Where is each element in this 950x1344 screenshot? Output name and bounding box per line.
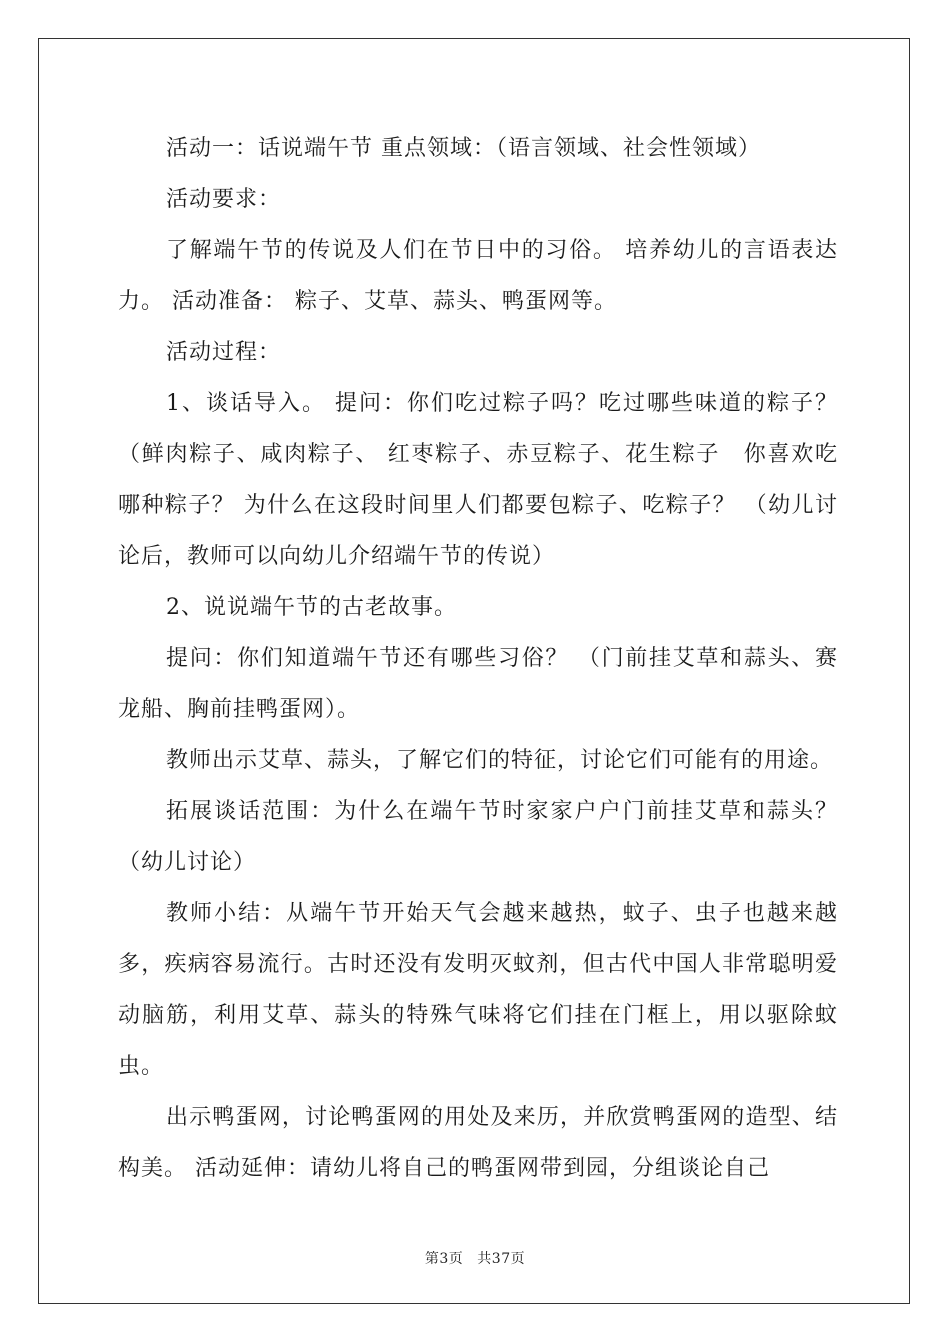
- paragraph: 活动过程：: [166, 340, 282, 365]
- paragraph: 提问：你们知道端午节还有哪些习俗？ （门前挂艾草和蒜头、赛龙船、胸前挂鸭蛋网）。: [118, 646, 838, 722]
- page-footer: [0, 1248, 950, 1268]
- paragraph: 1、谈话导入。 提问：你们吃过粽子吗？吃过哪些味道的粽子？（鲜肉粽子、咸肉粽子、 红枣粽子、赤豆粽子、花生粽子 你喜欢吃哪种粽子？ 为什么在这段时间里人们都要包粽子、吃粽子？ （幼儿讨论后，教师可以向幼儿介绍端午节的传说）: [118, 391, 838, 569]
- page-total: 共37页: [477, 1251, 526, 1267]
- page-number: 第3页: [424, 1251, 464, 1267]
- document-body: [118, 123, 838, 1194]
- paragraph: 出示鸭蛋网，讨论鸭蛋网的用处及来历，并欣赏鸭蛋网的造型、结构美。 活动延伸：请幼儿将自己的鸭蛋网带到园，分组谈论自己: [118, 1105, 838, 1181]
- paragraph: 教师小结：从端午节开始天气会越来越热，蚊子、虫子也越来越多，疾病容易流行。古时还没有发明灭蚊剂，但古代中国人非常聪明爱动脑筋，利用艾草、蒜头的特殊气味将它们挂在门框上，用以驱除蚊虫。: [118, 901, 838, 1079]
- paragraph: 活动一：话说端午节 重点领域：（语言领域、社会性领域）: [166, 136, 761, 161]
- paragraph: 2、说说端午节的古老故事。: [166, 595, 457, 620]
- paragraph: 活动要求：: [166, 187, 282, 212]
- paragraph: 了解端午节的传说及人们在节日中的习俗。 培养幼儿的言语表达力。 活动准备： 粽子、艾草、蒜头、鸭蛋网等。: [118, 238, 838, 314]
- paragraph: 教师出示艾草、蒜头，了解它们的特征，讨论它们可能有的用途。: [166, 748, 834, 773]
- paragraph: 拓展谈话范围：为什么在端午节时家家户户门前挂艾草和蒜头？（幼儿讨论）: [118, 799, 838, 875]
